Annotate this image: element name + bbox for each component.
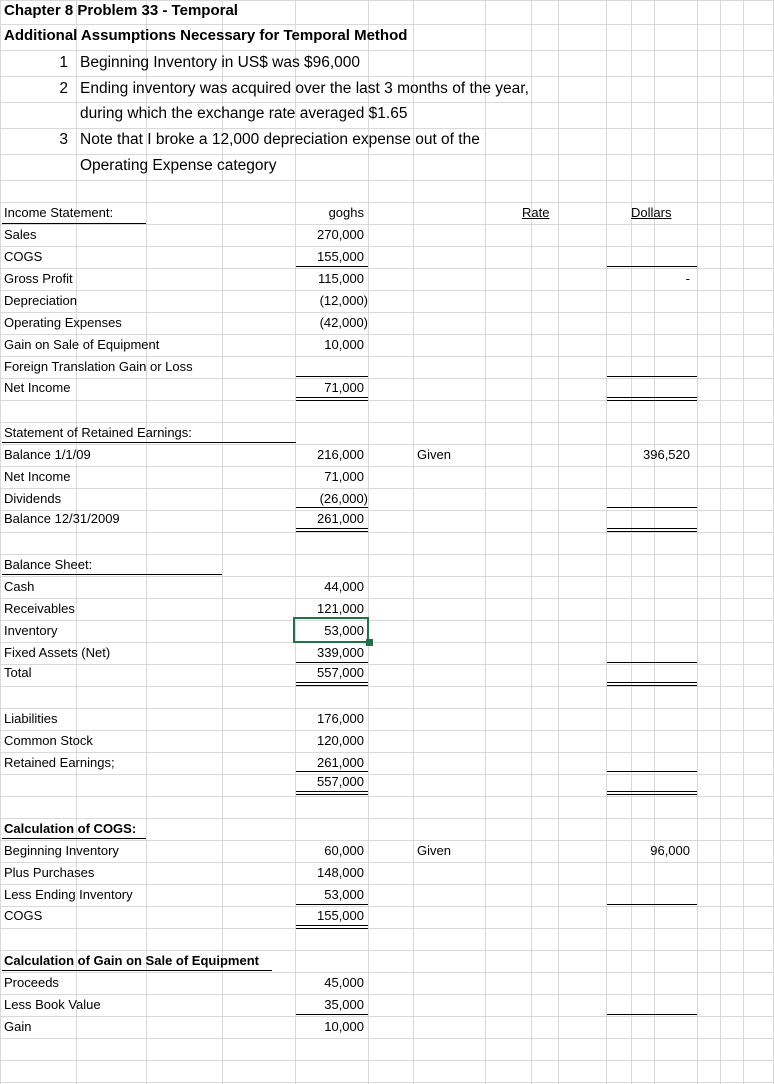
row-value[interactable]: 10,000 [324, 337, 364, 352]
row-value[interactable]: 261,000 [317, 511, 364, 526]
row-label[interactable]: Cash [4, 579, 35, 594]
row-label[interactable]: Common Stock [4, 733, 93, 748]
note-text[interactable]: during which the exchange rate averaged $1.65 [80, 105, 408, 122]
income-title[interactable]: Income Statement: [4, 205, 114, 220]
row-rate[interactable]: Given [417, 447, 451, 462]
row-value[interactable]: 44,000 [324, 579, 364, 594]
row-dollars[interactable]: - [685, 271, 690, 286]
note-number[interactable]: 2 [59, 80, 68, 97]
row-label[interactable]: Net Income [4, 380, 71, 395]
row-label[interactable]: Balance 1/1/09 [4, 447, 91, 462]
row-label[interactable]: COGS [4, 249, 43, 264]
note-text[interactable]: Ending inventory was acquired over the last 3 months of the year, [80, 80, 529, 97]
row-value[interactable]: 176,000 [317, 711, 364, 726]
row-label[interactable]: Plus Purchases [4, 865, 95, 880]
row-label[interactable]: Receivables [4, 601, 75, 616]
row-value[interactable]: 115,000 [317, 271, 364, 286]
row-dollars[interactable]: 96,000 [650, 843, 690, 858]
row-value[interactable]: 339,000 [317, 645, 364, 660]
row-label[interactable]: Fixed Assets (Net) [4, 645, 111, 660]
note-number[interactable]: 3 [59, 131, 68, 148]
cogs-title[interactable]: Calculation of COGS: [4, 821, 137, 836]
row-value[interactable]: 155,000 [317, 908, 364, 923]
row-label[interactable]: Foreign Translation Gain or Loss [4, 359, 193, 374]
row-value[interactable]: 121,000 [317, 601, 364, 616]
row-label[interactable]: Inventory [4, 623, 58, 638]
row-value[interactable]: 35,000 [324, 997, 364, 1012]
col-header-rate[interactable]: Rate [522, 205, 550, 220]
row-value[interactable]: 53,000 [324, 887, 364, 902]
row-value[interactable]: (26,000) [319, 491, 368, 506]
row-value[interactable]: 10,000 [324, 1019, 364, 1034]
row-value[interactable]: (12,000) [319, 293, 368, 308]
row-value[interactable]: 148,000 [317, 865, 364, 880]
col-header-dollars[interactable]: Dollars [631, 205, 672, 220]
row-label[interactable]: Retained Earnings; [4, 755, 115, 770]
row-label[interactable]: Gain on Sale of Equipment [4, 337, 160, 352]
fill-handle[interactable] [366, 639, 373, 646]
row-label[interactable]: Liabilities [4, 711, 58, 726]
row-label[interactable]: Sales [4, 227, 37, 242]
row-value[interactable]: 71,000 [324, 469, 364, 484]
row-value[interactable]: 261,000 [317, 755, 364, 770]
row-label[interactable]: Total [4, 665, 32, 680]
selected-cell[interactable] [293, 617, 369, 643]
col-header-goghs[interactable]: goghs [328, 205, 364, 220]
row-label[interactable]: Proceeds [4, 975, 59, 990]
note-text[interactable]: Beginning Inventory in US$ was $96,000 [80, 54, 361, 71]
row-value[interactable]: 53,000 [324, 623, 364, 638]
row-value[interactable]: (42,000) [319, 315, 368, 330]
balance-title[interactable]: Balance Sheet: [4, 557, 93, 572]
row-label[interactable]: Beginning Inventory [4, 843, 119, 858]
row-value[interactable]: 216,000 [317, 447, 364, 462]
note-text[interactable]: Operating Expense category [80, 157, 277, 174]
row-value[interactable]: 155,000 [317, 249, 364, 264]
row-value[interactable]: 557,000 [317, 665, 364, 680]
row-label[interactable]: Gross Profit [4, 271, 73, 286]
note-text[interactable]: Note that I broke a 12,000 depreciation expense out of the [80, 131, 480, 148]
sheet-title[interactable]: Chapter 8 Problem 33 - Temporal [4, 2, 238, 19]
row-value[interactable]: 60,000 [324, 843, 364, 858]
row-label[interactable]: Less Book Value [4, 997, 101, 1012]
row-label[interactable]: Less Ending Inventory [4, 887, 133, 902]
row-value[interactable]: 71,000 [324, 380, 364, 395]
row-value[interactable]: 270,000 [317, 227, 364, 242]
row-value[interactable]: 557,000 [317, 774, 364, 789]
row-label[interactable]: Depreciation [4, 293, 77, 308]
row-label[interactable]: Net Income [4, 469, 71, 484]
note-number[interactable]: 1 [59, 54, 68, 71]
sheet-subtitle[interactable]: Additional Assumptions Necessary for Temporal Method [4, 27, 408, 44]
row-value[interactable]: 120,000 [317, 733, 364, 748]
row-dollars[interactable]: 396,520 [643, 447, 690, 462]
retained-title[interactable]: Statement of Retained Earnings: [4, 425, 192, 440]
gain-title[interactable]: Calculation of Gain on Sale of Equipment [4, 953, 259, 968]
row-label[interactable]: COGS [4, 908, 43, 923]
row-value[interactable]: 45,000 [324, 975, 364, 990]
row-label[interactable]: Dividends [4, 491, 62, 506]
row-label[interactable]: Balance 12/31/2009 [4, 511, 120, 526]
row-rate[interactable]: Given [417, 843, 451, 858]
row-label[interactable]: Operating Expenses [4, 315, 122, 330]
row-label[interactable]: Gain [4, 1019, 32, 1034]
